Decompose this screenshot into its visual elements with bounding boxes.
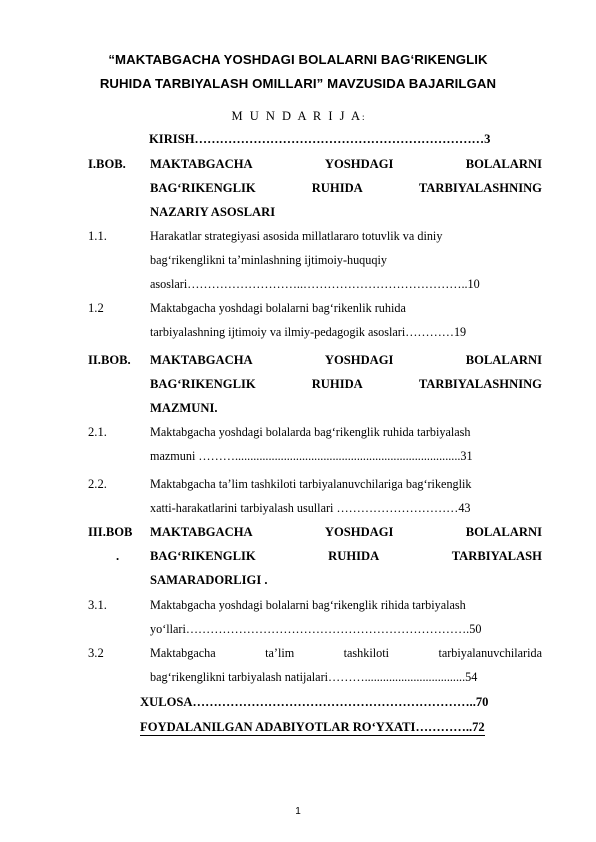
word: YOSHDAGI bbox=[324, 157, 394, 171]
toc-chapter-2-line-2[interactable] bbox=[150, 377, 542, 392]
word: RUHIDA bbox=[328, 549, 380, 563]
word: TARBIYALASHNING bbox=[418, 377, 542, 391]
word: YOSHDAGI bbox=[324, 525, 394, 539]
contents-heading bbox=[0, 109, 596, 124]
toc-chapter-3-line-3[interactable]: SAMARADORLIGI . bbox=[150, 573, 268, 587]
contents-heading-text: M U N D A R I J A bbox=[231, 109, 363, 123]
word: Maktabgacha bbox=[150, 646, 216, 660]
toc-section-3-1-line-2[interactable]: yo‘llari…………………………………………………………….50 bbox=[150, 622, 482, 636]
section-3-1-number: 3.1. bbox=[88, 598, 107, 612]
section-3-2-number: 3.2 bbox=[88, 646, 104, 660]
contents-heading-colon: : bbox=[362, 112, 365, 122]
word: ta’lim bbox=[265, 646, 295, 660]
toc-chapter-3-line-1[interactable] bbox=[150, 525, 542, 540]
toc-entry-xulosa[interactable]: XULOSA…………………………………………………………..70 bbox=[140, 695, 489, 709]
chapter-3-number: III.BOB bbox=[88, 525, 133, 539]
word: BAG‘RIKENGLIK bbox=[150, 549, 256, 563]
word: MAKTABGACHA bbox=[150, 157, 253, 171]
section-1-1-number: 1.1. bbox=[88, 229, 107, 243]
toc-section-1-1-line-3[interactable]: asoslari………………………..…………………………………..10 bbox=[150, 277, 480, 291]
toc-section-2-1-line-2[interactable]: mazmuni ………..........................................................................31 bbox=[150, 449, 473, 463]
toc-section-2-1-line-1[interactable]: Maktabgacha yoshdagi bolalarda bag‘rikenglik ruhida tarbiyalash bbox=[150, 425, 471, 439]
word: tarbiyalanuvchilarida bbox=[438, 646, 542, 660]
word: YOSHDAGI bbox=[324, 353, 394, 367]
toc-section-2-2-line-1[interactable]: Maktabgacha ta’lim tashkiloti tarbiyalanuvchilariga bag‘rikenglik bbox=[150, 477, 472, 491]
toc-chapter-2-line-3[interactable]: MAZMUNI. bbox=[150, 401, 218, 415]
page-number: 1 bbox=[295, 806, 301, 817]
toc-section-3-1-line-1[interactable]: Maktabgacha yoshdagi bolalarni bag‘rikenglik rihida tarbiyalash bbox=[150, 598, 466, 612]
word: BAG‘RIKENGLIK bbox=[150, 181, 256, 195]
section-2-1-number: 2.1. bbox=[88, 425, 107, 439]
toc-section-1-1-line-1[interactable]: Harakatlar strategiyasi asosida millatlararo totuvlik va diniy bbox=[150, 229, 443, 243]
word: tashkiloti bbox=[343, 646, 390, 660]
toc-section-1-1-line-2[interactable]: bag‘rikenglikni ta’minlashning ijtimoiy-huquqiy bbox=[150, 253, 387, 267]
word: MAKTABGACHA bbox=[150, 525, 253, 539]
word: MAKTABGACHA bbox=[150, 353, 253, 367]
word: BOLALARNI bbox=[465, 525, 542, 539]
toc-chapter-1-line-1[interactable] bbox=[150, 157, 542, 172]
toc-chapter-1-line-2[interactable] bbox=[150, 181, 542, 196]
toc-entry-kirish[interactable]: KIRISH……………………………………………………………3 bbox=[149, 132, 491, 146]
toc-chapter-2-line-1[interactable] bbox=[150, 353, 542, 368]
section-1-2-number: 1.2 bbox=[88, 301, 104, 315]
document-title-line-2: RUHIDA TARBIYALASH OMILLARI” MAVZUSIDA BAJARILGAN bbox=[99, 76, 497, 91]
word: BOLALARNI bbox=[465, 157, 542, 171]
toc-section-3-2-line-2[interactable]: bag‘rikenglikni tarbiyalash natijalari……….................................54 bbox=[150, 670, 478, 684]
chapter-3-number-dot: . bbox=[116, 549, 120, 563]
toc-section-3-2-line-1[interactable] bbox=[150, 646, 542, 661]
section-2-2-number: 2.2. bbox=[88, 477, 107, 491]
word: RUHIDA bbox=[311, 181, 363, 195]
toc-entry-bibliography[interactable]: FOYDALANILGAN ADABIYOTLAR RO‘YXATI…………..72 bbox=[140, 720, 485, 734]
word: TARBIYALASH bbox=[451, 549, 542, 563]
toc-section-1-2-line-1[interactable]: Maktabgacha yoshdagi bolalarni bag‘rikenlik ruhida bbox=[150, 301, 406, 315]
toc-section-2-2-line-2[interactable]: xatti-harakatlarini tarbiyalash usullari …………………………43 bbox=[150, 501, 471, 515]
word: BOLALARNI bbox=[465, 353, 542, 367]
chapter-2-number: II.BOB. bbox=[88, 353, 131, 367]
toc-chapter-1-line-3[interactable]: NAZARIY ASOSLARI bbox=[150, 205, 276, 219]
toc-chapter-3-line-2[interactable] bbox=[150, 549, 542, 564]
toc-section-1-2-line-2[interactable]: tarbiyalashning ijtimoiy va ilmiy-pedagogik asoslari…………19 bbox=[150, 325, 467, 339]
word: RUHIDA bbox=[311, 377, 363, 391]
word: TARBIYALASHNING bbox=[418, 181, 542, 195]
chapter-1-number: I.BOB. bbox=[88, 157, 126, 171]
document-title-line-1: “MAKTABGACHA YOSHDAGI BOLALARNI BAG‘RIKENGLIK bbox=[108, 52, 488, 67]
word: BAG‘RIKENGLIK bbox=[150, 377, 256, 391]
